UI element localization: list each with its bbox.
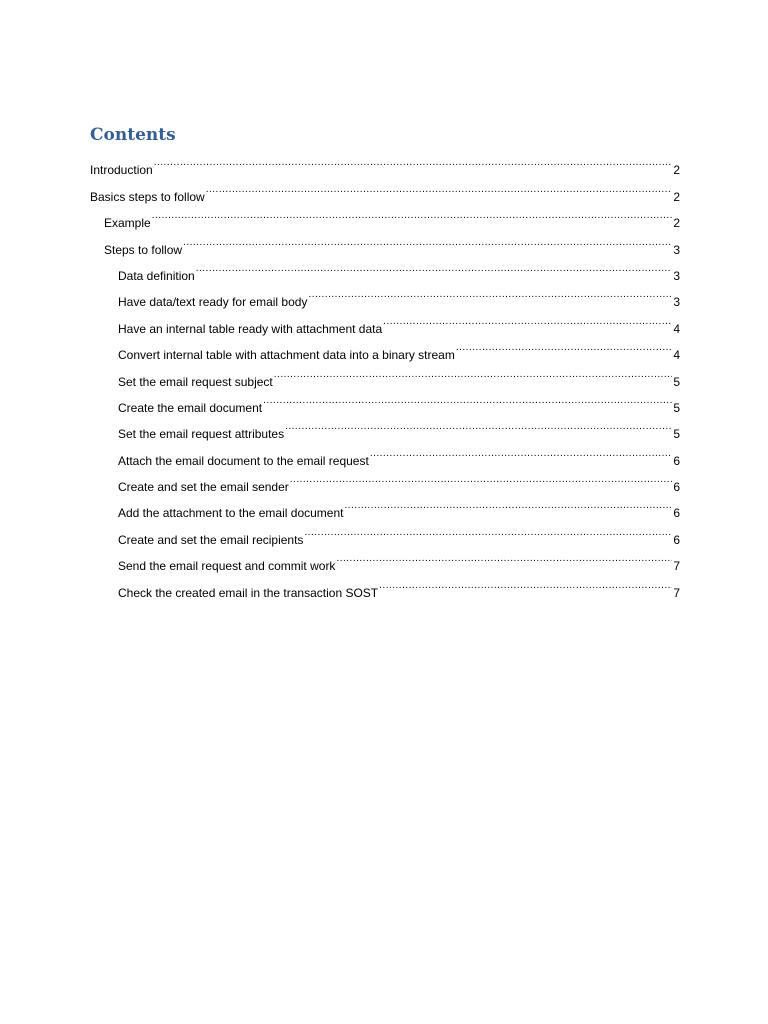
toc-dot-leader bbox=[154, 148, 673, 174]
toc-entry-title: Attach the email document to the email request bbox=[118, 453, 369, 468]
toc-entry[interactable] bbox=[90, 174, 680, 204]
toc-entry[interactable] bbox=[90, 227, 680, 257]
table-of-contents bbox=[90, 122, 680, 600]
toc-dot-leader bbox=[206, 174, 673, 200]
toc-entry-page: 7 bbox=[673, 559, 680, 574]
toc-entry-page: 7 bbox=[673, 585, 680, 600]
toc-entry-title: Set the email request attributes bbox=[118, 427, 285, 442]
toc-entry-page: 4 bbox=[673, 321, 680, 336]
toc-dot-leader bbox=[263, 386, 672, 412]
toc-dot-leader bbox=[152, 201, 673, 227]
toc-dot-leader bbox=[183, 227, 672, 253]
toc-entry-title: Example bbox=[104, 216, 151, 231]
toc-entry-title: Check the created email in the transaction SOST bbox=[118, 585, 379, 600]
toc-entry-page: 5 bbox=[673, 400, 680, 415]
toc-entry-page: 4 bbox=[673, 348, 680, 363]
toc-dot-leader bbox=[308, 280, 672, 306]
toc-entry-title: Create and set the email recipients bbox=[118, 532, 304, 547]
toc-entry-page: 2 bbox=[673, 216, 680, 231]
toc-entry-title: Convert internal table with attachment data into a binary stream bbox=[118, 348, 455, 363]
toc-dot-leader bbox=[379, 570, 672, 596]
toc-dot-leader bbox=[336, 544, 672, 570]
toc-entry-page: 5 bbox=[673, 427, 680, 442]
toc-dot-leader bbox=[383, 306, 672, 332]
toc-dot-leader bbox=[290, 465, 673, 491]
toc-list bbox=[90, 148, 680, 600]
toc-entry-page: 2 bbox=[673, 189, 680, 204]
toc-entry-page: 6 bbox=[673, 453, 680, 468]
toc-heading: Contents bbox=[90, 125, 176, 145]
toc-dot-leader bbox=[274, 359, 673, 385]
toc-entry-page: 6 bbox=[673, 506, 680, 521]
toc-entry-page: 2 bbox=[673, 163, 680, 178]
toc-dot-leader bbox=[196, 254, 673, 280]
toc-entry-page: 6 bbox=[673, 532, 680, 547]
toc-entry[interactable] bbox=[90, 148, 680, 178]
toc-dot-leader bbox=[304, 517, 672, 543]
toc-entry-title: Introduction bbox=[90, 163, 153, 178]
toc-entry-title: Create the email document bbox=[118, 400, 263, 415]
toc-entry-title: Set the email request subject bbox=[118, 374, 273, 389]
toc-entry-title: Have an internal table ready with attachment data bbox=[118, 321, 383, 336]
toc-entry-title: Have data/text ready for email body bbox=[118, 295, 308, 310]
toc-entry-page: 3 bbox=[673, 268, 680, 283]
toc-entry-title: Steps to follow bbox=[104, 242, 183, 257]
toc-entry-title: Create and set the email sender bbox=[118, 480, 289, 495]
toc-dot-leader bbox=[456, 333, 672, 359]
toc-entry-page: 5 bbox=[673, 374, 680, 389]
toc-entry[interactable] bbox=[90, 201, 680, 231]
toc-entry-page: 3 bbox=[673, 242, 680, 257]
toc-entry-title: Send the email request and commit work bbox=[118, 559, 336, 574]
toc-entry-title: Basics steps to follow bbox=[90, 189, 205, 204]
toc-entry-title: Data definition bbox=[118, 268, 195, 283]
toc-entry-page: 3 bbox=[673, 295, 680, 310]
toc-dot-leader bbox=[370, 438, 673, 464]
toc-dot-leader bbox=[285, 412, 672, 438]
toc-entry-page: 6 bbox=[673, 480, 680, 495]
toc-dot-leader bbox=[344, 491, 672, 517]
toc-entry-title: Add the attachment to the email document bbox=[118, 506, 344, 521]
